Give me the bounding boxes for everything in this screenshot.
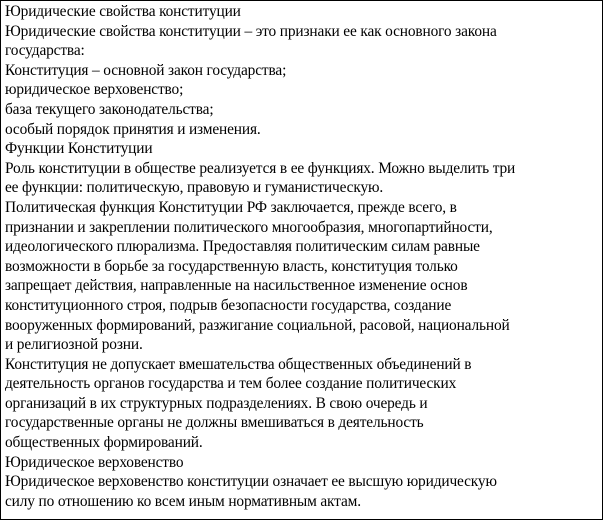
text-line: конституционного строя, подрыв безопасности государства, создание xyxy=(5,296,452,314)
list-item: юридическое верховенство; xyxy=(5,81,184,99)
text-line: Юридические свойства конституции – это признаки ее как основного закона xyxy=(5,22,497,40)
text-line: вооруженных формирований, разжигание социальной, расовой, национальной xyxy=(5,316,510,334)
text-line: государства: xyxy=(5,42,85,60)
text-line: Конституция не допускает вмешательства общественных объединений в xyxy=(5,355,472,373)
list-item: особый порядок принятия и изменения. xyxy=(5,120,261,138)
heading-legal-properties: Юридические свойства конституции xyxy=(5,3,241,20)
text-line: ее функции: политическую, правовую и гуманистическую. xyxy=(5,179,384,197)
list-item: Конституция – основной закон государства; xyxy=(5,61,287,79)
list-item: база текущего законодательства; xyxy=(5,100,214,118)
text-line: общественных формирований. xyxy=(5,434,203,452)
text-line: возможности в борьбе за государственную власть, конституция только xyxy=(5,257,458,275)
text-line: идеологического плюрализма. Предоставляя политическим силам равные xyxy=(5,238,480,256)
heading-functions: Функции Конституции xyxy=(5,140,153,158)
document-text xyxy=(5,2,599,511)
text-line: организаций в их структурных подразделениях. В свою очередь и xyxy=(5,394,428,412)
text-line: государственные органы не должны вмешиваться в деятельность xyxy=(5,414,424,432)
text-line: силу по отношению ко всем иным нормативным актам. xyxy=(5,492,361,510)
text-line: деятельность органов государства и тем более создание политических xyxy=(5,375,457,393)
text-line: Роль конституции в обществе реализуется в ее функциях. Можно выделить три xyxy=(5,159,516,177)
text-line: запрещает действия, направленные на насильственное изменение основ xyxy=(5,277,468,295)
text-line: Политическая функция Конституции РФ заключается, прежде всего, в xyxy=(5,198,457,216)
text-line: и религиозной розни. xyxy=(5,336,143,354)
heading-legal-supremacy: Юридическое верховенство xyxy=(5,453,184,471)
text-line: признании и закреплении политического многообразия, многопартийности, xyxy=(5,218,493,236)
text-line: Юридическое верховенство конституции означает ее высшую юридическую xyxy=(5,473,497,491)
